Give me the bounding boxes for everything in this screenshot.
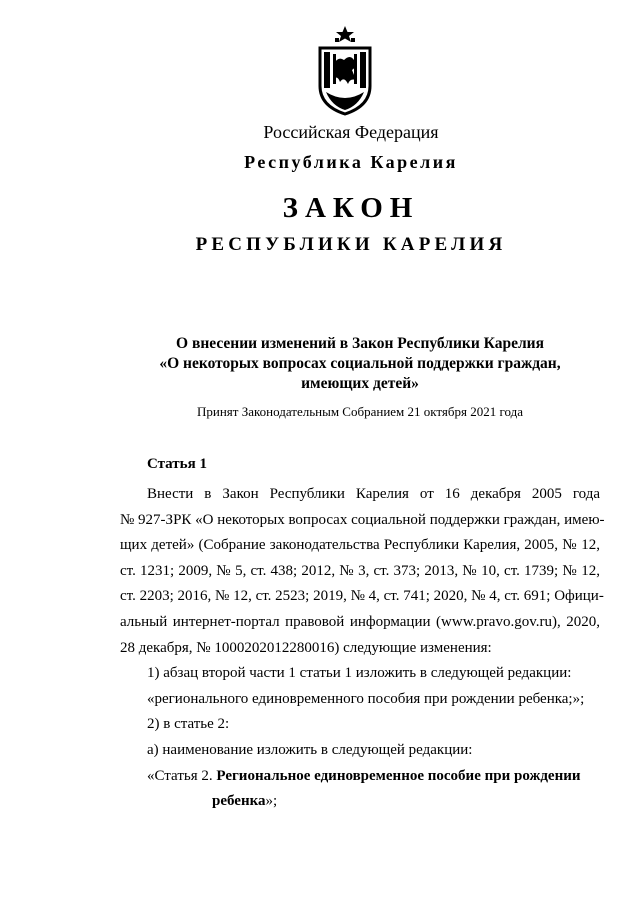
article-body	[120, 484, 605, 817]
quoted-text: «регионального единовременного пособия при рождении ребенка;»;	[147, 690, 585, 707]
body-line: № 927-ЗРК «О некоторых вопросах социальной поддержки граждан, имею-	[120, 511, 605, 528]
body-line: ст. 2203; 2016, № 12, ст. 2523; 2019, № 4, ст. 741; 2020, № 4, ст. 691; Офици-	[120, 588, 604, 605]
document-title-line: О внесении изменений в Закон Республики Карелия	[176, 335, 544, 352]
karelia-coat-of-arms-icon	[314, 24, 376, 116]
adoption-note: Принят Законодательным Собранием 21 октября 2021 года	[196, 404, 524, 419]
body-line: ст. 1231; 2009, № 5, ст. 438; 2012, № 3, ст. 373; 2013, № 10, ст. 1739; № 12,	[120, 562, 600, 579]
body-line: Внести в Закон Республики Карелия от 16 декабря 2005 года	[147, 486, 600, 502]
list-item: 2) в статье 2:	[147, 716, 230, 733]
document-title	[120, 334, 600, 394]
law-subheading: РЕСПУБЛИКИ КАРЕЛИЯ	[195, 234, 507, 255]
body-line: щих детей» (Собрание законодательства Республики Карелия, 2005, № 12,	[120, 537, 600, 554]
quoted-article-heading: «Статья 2. Региональное единовременное пособие при рождении	[147, 767, 581, 784]
country-name: Российская Федерация	[263, 122, 439, 142]
document-title-line: «О некоторых вопросах социальной поддержки граждан,	[159, 355, 561, 372]
article-heading: Статья 1	[147, 456, 207, 472]
body-line: альный интернет-портал правовой информации (www.pravo.gov.ru), 2020,	[120, 613, 600, 630]
republic-name: Республика Карелия	[244, 152, 458, 172]
quoted-article-heading-cont: ребенка»;	[212, 793, 278, 810]
list-item: 1) абзац второй части 1 статьи 1 изложить в следующей редакции:	[147, 665, 572, 682]
law-heading: ЗАКОН	[282, 192, 420, 224]
document-title-line: имеющих детей»	[301, 375, 419, 392]
list-item: а) наименование изложить в следующей редакции:	[147, 741, 473, 758]
body-line: 28 декабря, № 1000202012280016) следующие изменения:	[120, 639, 492, 656]
